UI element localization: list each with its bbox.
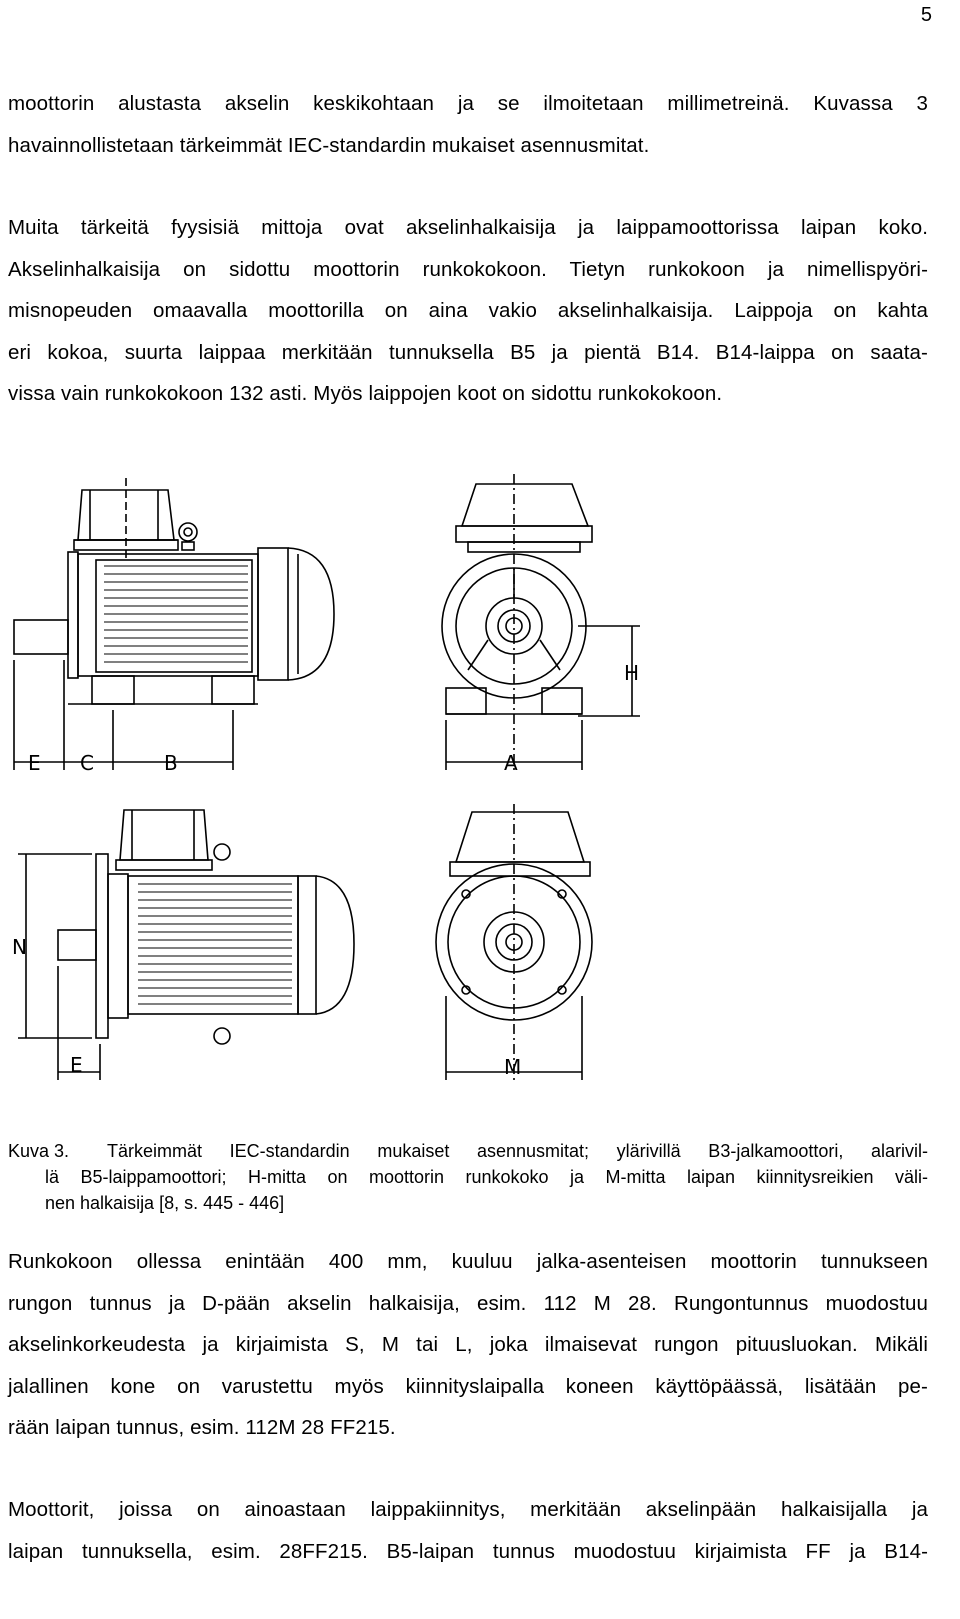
b3-end-view-drawing: [428, 470, 658, 780]
text-line: moottorin alustasta akselin keskikohtaan ja se ilmoitetaan millimetreinä. Kuvassa 3: [8, 92, 928, 115]
caption-line: Tärkeimmät IEC-standardin mukaiset asennusmitat; ylärivillä B3-jalkamoottori, alarivil-: [107, 1141, 928, 1161]
caption-label: Kuva 3.: [8, 1141, 70, 1161]
text-line: akselinkorkeudesta ja kirjaimista S, M tai L, joka ilmaisevat rungon pituusluokan. Mikäli: [8, 1333, 928, 1356]
caption-line: nen halkaisija [8, s. 445 - 446]: [45, 1193, 285, 1213]
dim-label-n: N: [12, 935, 27, 959]
b3-side-view-drawing: [8, 470, 368, 780]
dim-label-e: E: [28, 751, 41, 775]
text-line: havainnollistetaan tärkeimmät IEC-standardin mukaiset asennusmitat.: [8, 133, 650, 157]
text-line: eri kokoa, suurta laippaa merkitään tunnuksella B5 ja pientä B14. B14-laippa on saata-: [8, 340, 928, 364]
paragraph-1: [8, 83, 928, 166]
text-line: Moottorit, joissa on ainoastaan laippakiinnitys, merkitään akselinpään halkaisijalla ja: [8, 1498, 928, 1521]
paragraph-3: [8, 1241, 928, 1449]
text-line: rungon tunnus ja D-pään akselin halkaisija, esim. 112 M 28. Rungontunnus muodostuu: [8, 1291, 928, 1315]
b5-side-view-drawing: [8, 800, 368, 1090]
dim-label-e-flange: E: [70, 1053, 83, 1077]
text-line: rään laipan tunnus, esim. 112M 28 FF215.: [8, 1416, 396, 1439]
text-line: laipan tunnuksella, esim. 28FF215. B5-laipan tunnus muodostuu kirjaimista FF ja B14-: [8, 1539, 928, 1563]
text-line: vissa vain runkokokoon 132 asti. Myös laippojen koot on sidottu runkokokoon.: [8, 382, 723, 405]
b5-end-view-drawing: [428, 800, 658, 1090]
text-line: Muita tärkeitä fyysisiä mittoja ovat akselinhalkaisija ja laippamoottorissa laipan koko.: [8, 216, 928, 239]
dim-label-h: H: [624, 661, 640, 685]
dim-label-c: C: [80, 751, 94, 775]
caption-line: lä B5-laippamoottori; H-mitta on moottorin runkokoko ja M-mitta laipan kiinnitysreikien väli-: [45, 1167, 928, 1187]
text-line: Akselinhalkaisija on sidottu moottorin runkokokoon. Tietyn runkokoon ja nimellispyöri-: [8, 257, 928, 281]
text-line: Runkokoon ollessa enintään 400 mm, kuuluu jalka-asenteisen moottorin tunnukseen: [8, 1250, 928, 1273]
dim-label-m: M: [504, 1055, 522, 1079]
text-line: misnopeuden omaavalla moottorilla on aina vakio akselinhalkaisija. Laippoja on kahta: [8, 299, 928, 322]
dim-label-b: B: [164, 751, 178, 775]
paragraph-2: [8, 207, 928, 415]
figure-caption: [8, 1138, 928, 1216]
page-number: 5: [920, 4, 932, 26]
dim-label-a: A: [504, 751, 518, 775]
paragraph-4: [8, 1489, 928, 1572]
text-line: jalallinen kone on varustettu myös kiinnityslaipalla koneen käyttöpäässä, lisätään pe-: [8, 1374, 928, 1398]
